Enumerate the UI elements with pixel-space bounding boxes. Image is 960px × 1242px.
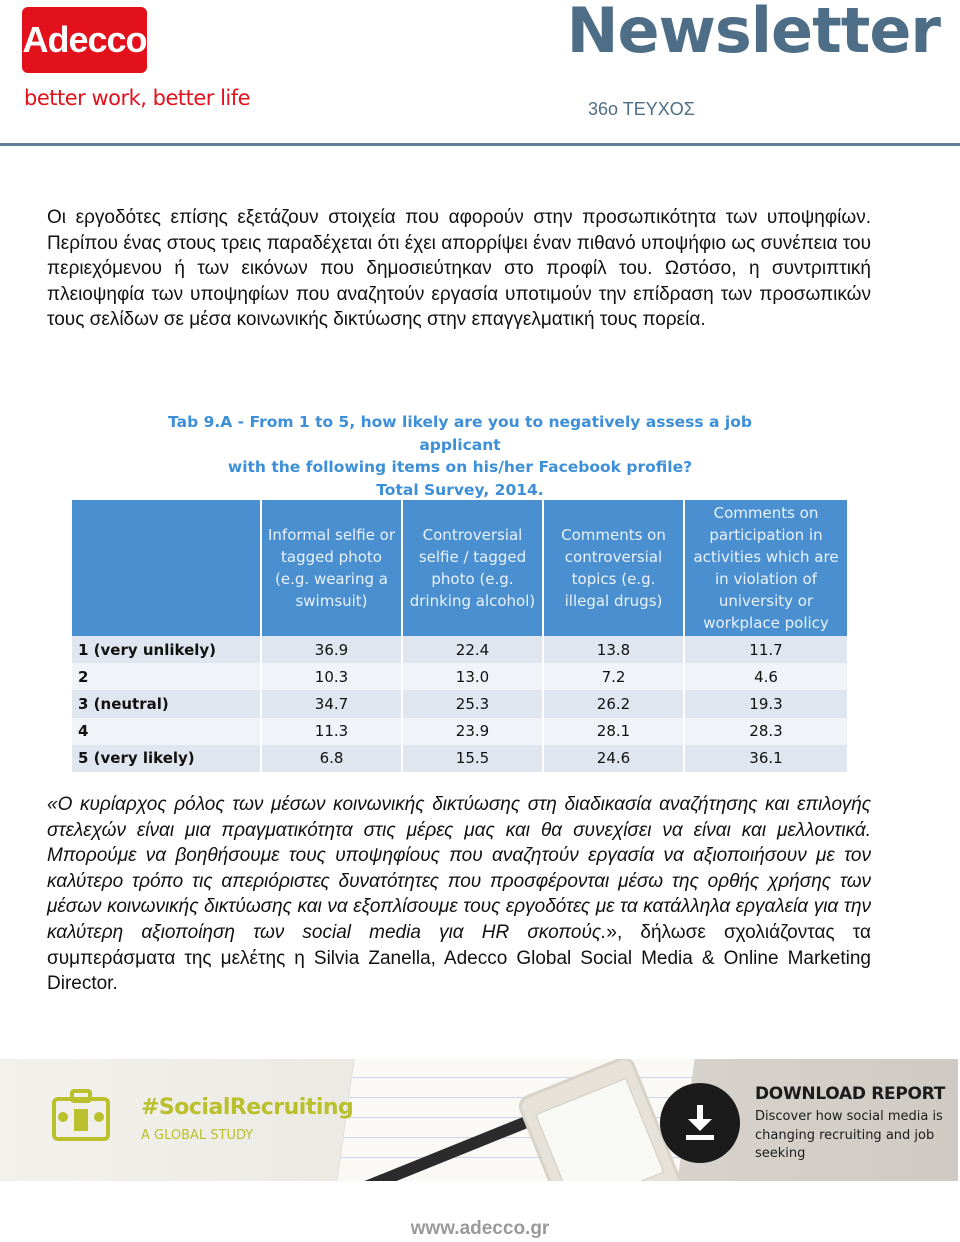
- table-cell: 11.7: [684, 636, 847, 663]
- quote-paragraph: [47, 792, 871, 997]
- intro-paragraph: Οι εργοδότες επίσης εξετάζουν στοιχεία που αφορούν στην προσωπικότητα των υποψηφίων. Περίπου ένας στους τρεις παραδέχεται ότι έχει απορρίψει έναν πιθανό υποψήφιο ως συνέπεια του περιεχόμενου ή των εικόνων που δημοσιεύτηκαν στο προφίλ του. Ωστόσο, η συντριπτική πλειοψηφία των υποψηφίων που αναζητούν εργασία υποτιμούν την επίδραση των προσωπικών τους σελίδων σε μέσα κοινωνικής δικτύωσης στην επαγγελματική τους πορεία.: [47, 207, 871, 331]
- newsletter-title: Newsletter: [566, 0, 940, 67]
- table-cell: 15.5: [402, 745, 543, 772]
- logo-text: Adecco: [22, 19, 147, 60]
- column-header-controversial-comments: Comments on controversial topics (e.g. illegal drugs): [543, 500, 684, 636]
- hashtag-title: #SocialRecruiting: [141, 1095, 354, 1120]
- study-subtitle: A GLOBAL STUDY: [141, 1128, 254, 1143]
- table-title-line-1: Tab 9.A - From 1 to 5, how likely are you to negatively assess a job applicant: [168, 413, 752, 454]
- table-header-row: [72, 500, 847, 636]
- table-row: [72, 690, 847, 717]
- table-cell: 13.8: [543, 636, 684, 663]
- download-icon: [682, 1103, 718, 1143]
- table-cell: 11.3: [261, 718, 402, 745]
- row-label: 3 (neutral): [72, 690, 261, 717]
- table-cell: 23.9: [402, 718, 543, 745]
- table-cell: 10.3: [261, 663, 402, 690]
- survey-table: [72, 500, 847, 772]
- table-title: [160, 411, 760, 501]
- download-report-description: Discover how social media is changing recruiting and job seeking: [755, 1109, 943, 1161]
- table-title-line-3: Total Survey, 2014.: [376, 480, 544, 499]
- table-cell: 36.9: [261, 636, 402, 663]
- download-button[interactable]: [660, 1083, 740, 1163]
- table-cell: 34.7: [261, 690, 402, 717]
- table-cell: 19.3: [684, 690, 847, 717]
- table-cell: 4.6: [684, 663, 847, 690]
- table-row: [72, 718, 847, 745]
- row-label: 2: [72, 663, 261, 690]
- table-row: [72, 636, 847, 663]
- row-label: 1 (very unlikely): [72, 636, 261, 663]
- download-report-title[interactable]: DOWNLOAD REPORT: [755, 1084, 945, 1104]
- table-row: [72, 663, 847, 690]
- quote-text: «Ο κυρίαρχος ρόλος των μέσων κοινωνικής δικτύωσης στη διαδικασία αναζήτησης και επιλογής στελεχών είναι μια πραγματικότητα στις μέρες μας και θα συνεχίσει να είναι και μελλοντικά. Μπορούμε να βοηθήσουμε τους υποψηφίους που αναζητούν εργασία να αξιοποιήσουν με τον καλύτερο τρόπο τις απεριόριστες δυνατότητες που προσφέρονται μέσω της ορθής χρήσης των μέσων κοινωνικής δικτύωσης και να εξοπλίσουμε τους εργοδότες με τα κατάλληλα εργαλεία για την καλύτερη αξιοποίηση των social media για HR σκοπούς.: [47, 794, 871, 943]
- table-cell: 7.2: [543, 663, 684, 690]
- tagline: better work, better life: [24, 86, 251, 110]
- table-cell: 28.1: [543, 718, 684, 745]
- quote-attribution: », δήλωσε σχολιάζοντας τα συμπεράσματα της μελέτης η Silvia Zanella, Adecco Global Social Media & Online Marketing Director.: [47, 921, 871, 995]
- table-cell: 22.4: [402, 636, 543, 663]
- footer-website-link[interactable]: www.adecco.gr: [410, 1218, 550, 1239]
- table-cell: 36.1: [684, 745, 847, 772]
- column-header-informal-selfie: Informal selfie or tagged photo (e.g. wearing a swimsuit): [261, 500, 402, 636]
- table-cell: 26.2: [543, 690, 684, 717]
- row-label: 5 (very likely): [72, 745, 261, 772]
- row-label: 4: [72, 718, 261, 745]
- table-row: [72, 745, 847, 772]
- suitcase-icon: [48, 1087, 114, 1143]
- table-cell: 13.0: [402, 663, 543, 690]
- column-header-policy-violation: Comments on participation in activities which are in violation of university or workplace policy: [684, 500, 847, 636]
- issue-number: 36ο ΤΕΥΧΟΣ: [588, 99, 695, 119]
- column-header-empty: [72, 500, 261, 636]
- download-report-banner[interactable]: [0, 1059, 958, 1181]
- table-cell: 6.8: [261, 745, 402, 772]
- table-cell: 24.6: [543, 745, 684, 772]
- table-cell: 25.3: [402, 690, 543, 717]
- header-divider: [0, 143, 960, 146]
- adecco-logo: [22, 7, 147, 73]
- table-cell: 28.3: [684, 718, 847, 745]
- column-header-controversial-selfie: Controversial selfie / tagged photo (e.g. drinking alcohol): [402, 500, 543, 636]
- table-title-line-2: with the following items on his/her Facebook profile?: [227, 458, 693, 476]
